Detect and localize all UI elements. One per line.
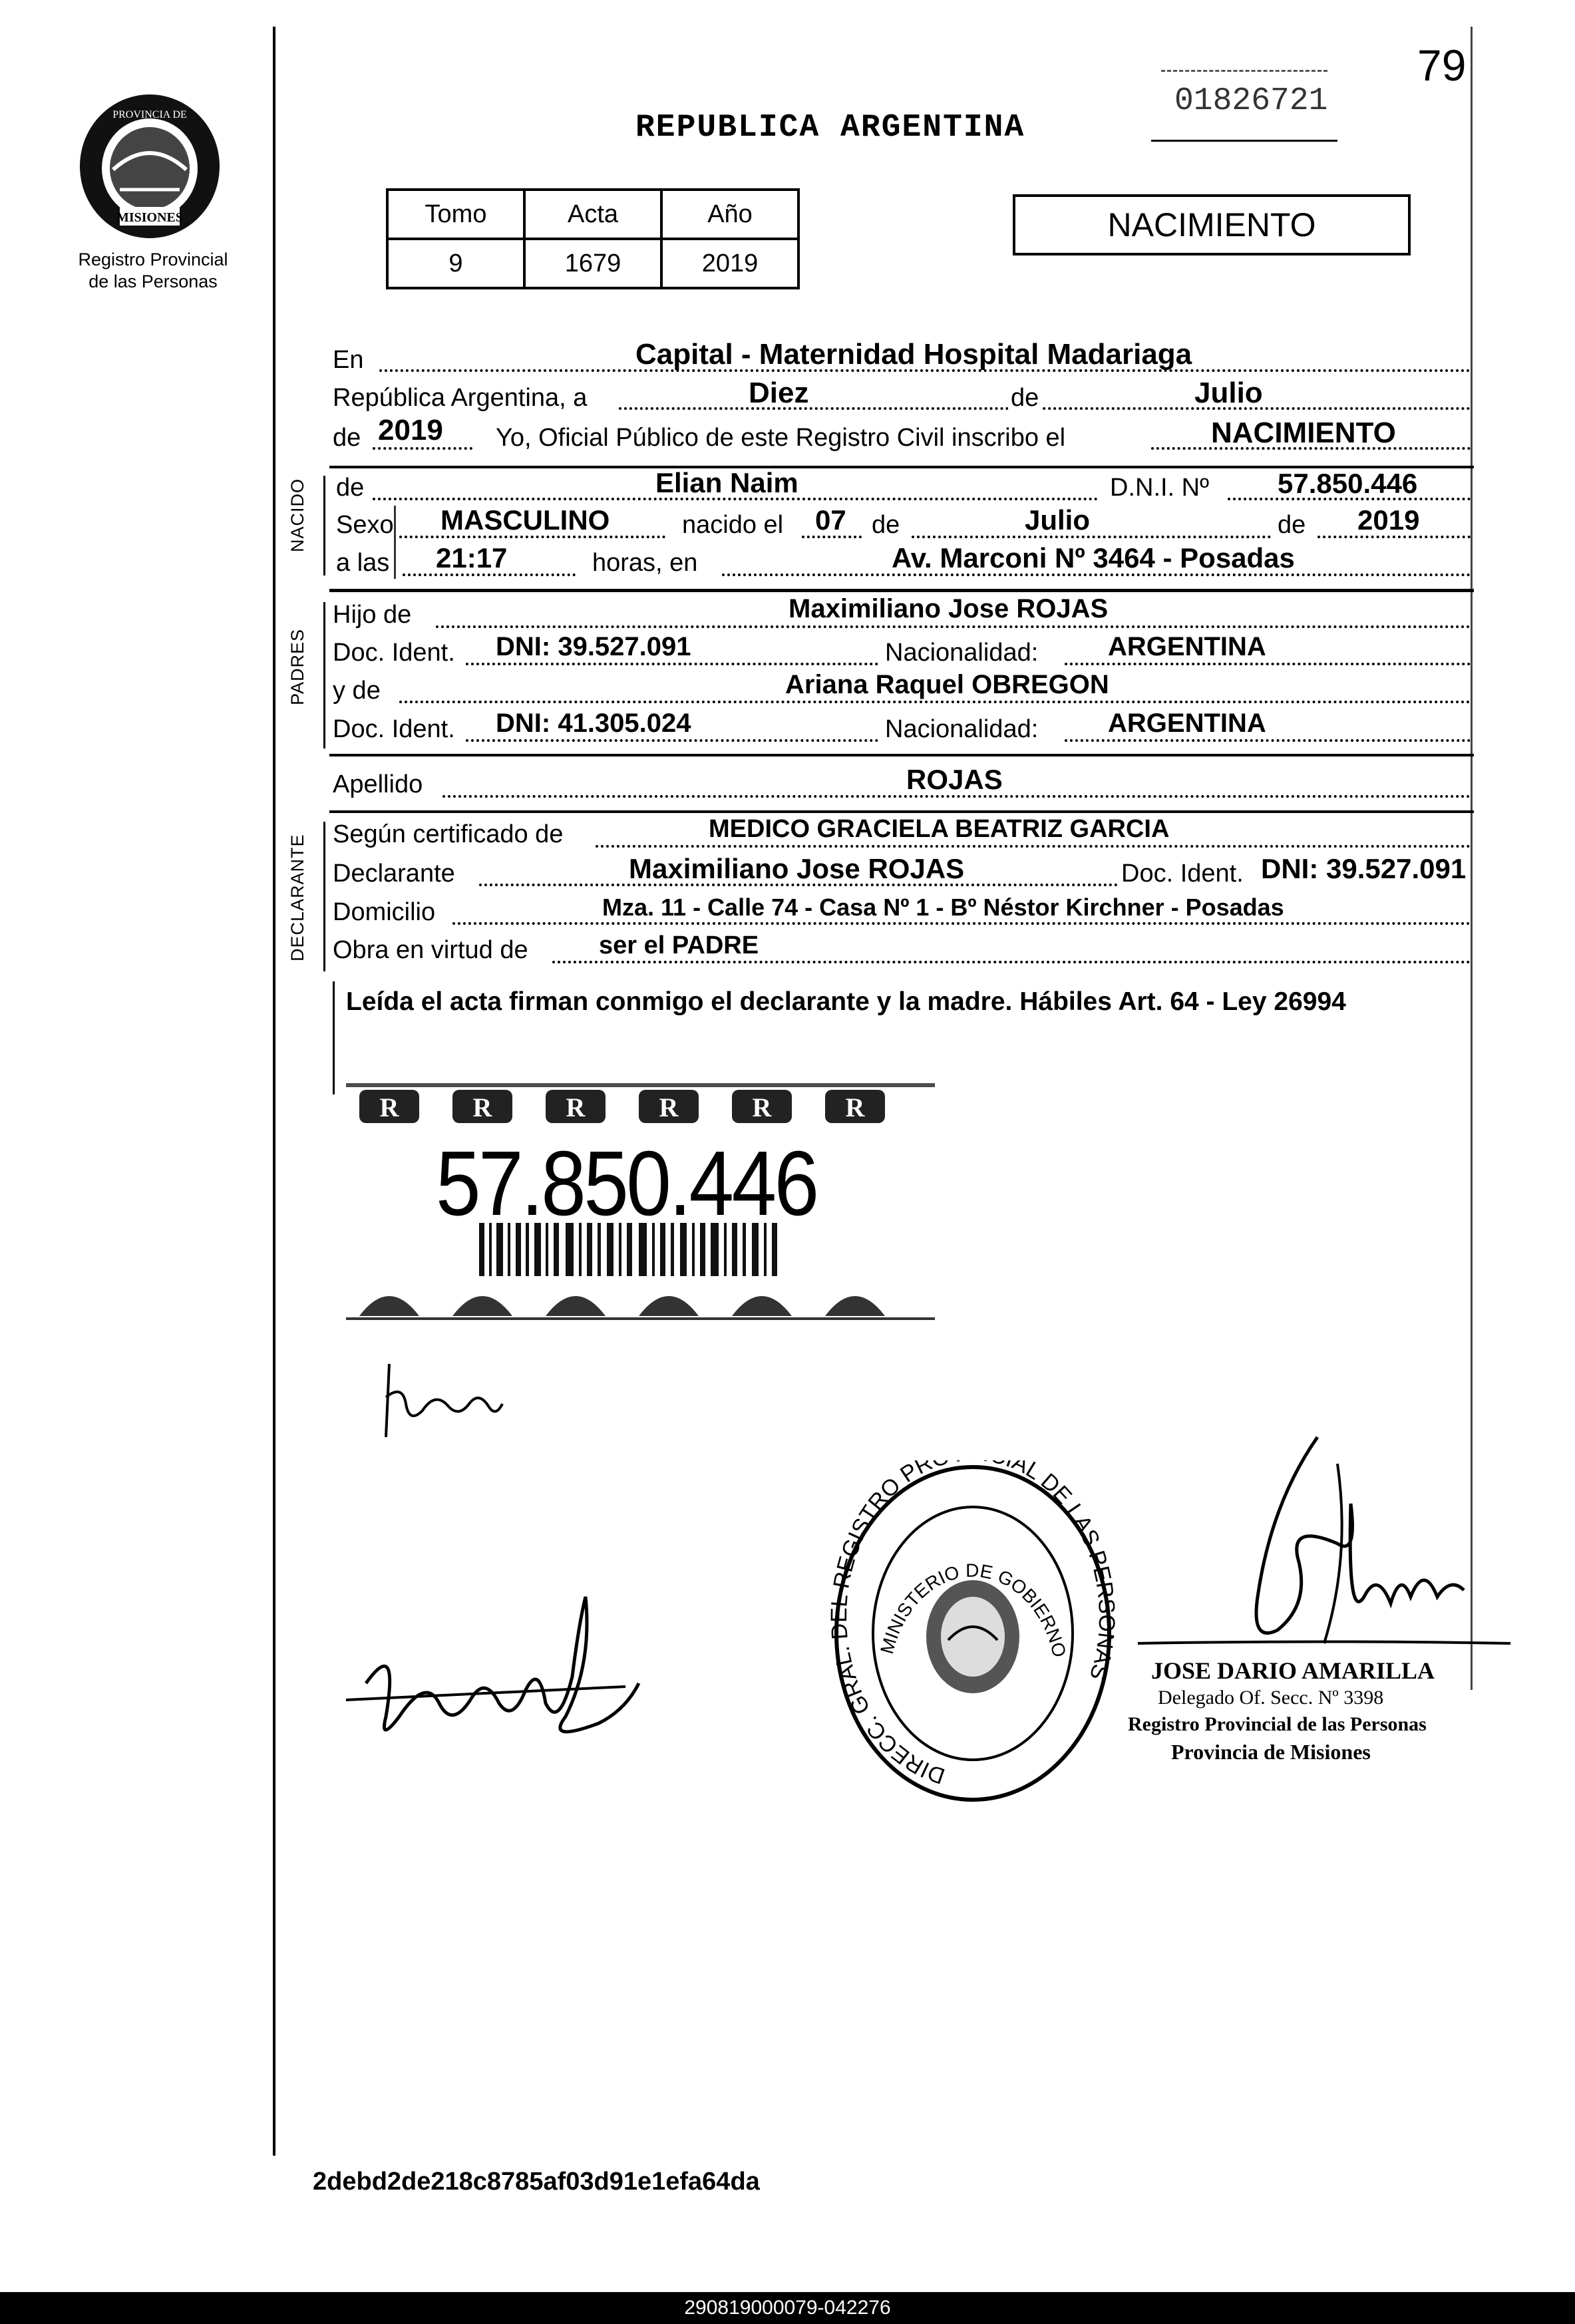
- nota-bracket: [333, 981, 335, 1094]
- section-declarante: DECLARANTE: [287, 834, 307, 961]
- svg-text:R: R: [566, 1092, 586, 1122]
- yde-label: y de: [333, 677, 381, 705]
- nacido-de-label-3: de: [1278, 511, 1306, 539]
- seal-inner-text: MINISTERIO DE GOBIERNO: [876, 1560, 1071, 1659]
- svg-text:R: R: [472, 1092, 492, 1122]
- cert-value: MEDICO GRACIELA BEATRIZ GARCIA: [709, 815, 1170, 843]
- decl-label: Declarante: [333, 860, 455, 888]
- svg-text:R: R: [845, 1092, 865, 1122]
- document-hash: 2debd2de218c8785af03d91e1efa64da: [313, 2168, 760, 2196]
- footer-code: 290819000079-042276: [684, 2297, 891, 2319]
- mes-dots: [912, 536, 1271, 538]
- table-value-acta: 1679: [524, 239, 661, 288]
- madre-doc-dots: [466, 739, 878, 742]
- logo-caption-line2: de las Personas: [88, 271, 218, 291]
- nacido-nombre: Elian Naim: [655, 467, 798, 498]
- horas-label: horas, en: [592, 549, 698, 577]
- alas-label: a las: [336, 549, 390, 577]
- divider-4: [329, 810, 1474, 813]
- official-seal: [828, 1460, 1118, 1806]
- svg-text:R: R: [659, 1092, 679, 1122]
- stamp-line1: Delegado Of. Secc. Nº 3398: [1158, 1687, 1384, 1709]
- madre-nacionalidad: ARGENTINA: [1108, 709, 1266, 738]
- padre-doc-dots: [466, 663, 878, 665]
- padres-bracket: [323, 602, 325, 748]
- serial-underline: [1151, 140, 1337, 142]
- dom-dots: [452, 922, 1471, 925]
- nacido-sexo: MASCULINO: [440, 504, 610, 536]
- madre-nac-label: Nacionalidad:: [885, 715, 1039, 743]
- sexo-label: Sexo: [336, 511, 394, 539]
- oficial-text: Yo, Oficial Público de este Registro Civil inscribo el: [496, 424, 1066, 452]
- obra-dots: [552, 961, 1471, 963]
- acta-mes: Julio: [1194, 377, 1263, 409]
- nacido-dni-label: D.N.I. Nº: [1110, 474, 1209, 502]
- table-value-tomo: 9: [387, 239, 524, 288]
- page-number: 79: [1417, 41, 1467, 90]
- madre-nac-dots: [1065, 739, 1471, 742]
- divider-3: [329, 754, 1474, 756]
- madre-doc-label: Doc. Ident.: [333, 715, 455, 743]
- section-nacido: NACIDO: [287, 478, 307, 552]
- nacido-el-label: nacido el: [682, 511, 784, 539]
- obra-label: Obra en virtud de: [333, 936, 528, 964]
- nacido-bracket: [323, 476, 325, 576]
- padre-nacionalidad: ARGENTINA: [1108, 632, 1266, 661]
- serial-dash-line: [1161, 70, 1327, 72]
- acta-anio: 2019: [378, 414, 443, 446]
- en-label: En: [333, 346, 364, 374]
- svg-text:R: R: [752, 1092, 772, 1122]
- sexo-tick: [394, 506, 396, 579]
- sticker-number: 57.850.446: [436, 1132, 817, 1235]
- svg-text:R: R: [379, 1092, 399, 1122]
- logo-caption-line1: Registro Provincial: [78, 249, 228, 269]
- signature-initials: [376, 1351, 516, 1450]
- en-value: Capital - Maternidad Hospital Madariaga: [635, 338, 1192, 371]
- apellido-value: ROJAS: [906, 764, 1003, 795]
- stamp-line2: Registro Provincial de las Personas: [1128, 1713, 1427, 1735]
- stamp-line3: Provincia de Misiones: [1171, 1740, 1371, 1764]
- nacido-de-label-2: de: [872, 511, 900, 539]
- section-padres: PADRES: [287, 628, 307, 705]
- obra-value: ser el PADRE: [599, 931, 759, 959]
- stamp-name: JOSE DARIO AMARILLA: [1151, 1657, 1435, 1684]
- padre-dots: [436, 625, 1471, 628]
- serial-number: 01826721: [1174, 83, 1328, 119]
- cert-dots: [596, 845, 1471, 848]
- acta-tipo: NACIMIENTO: [1211, 416, 1396, 449]
- seal-ring-text: DIRECC. GRAL. DEL REGISTRO PR AL DE LAS PERSONAS: [828, 1460, 1118, 1789]
- cert-label: Según certificado de: [333, 820, 564, 848]
- madre-doc: DNI: 41.305.024: [496, 709, 691, 738]
- left-margin-line: [273, 27, 275, 2156]
- nacido-dni: 57.850.446: [1278, 468, 1418, 499]
- nacido-dia: 07: [815, 504, 846, 536]
- acta-dia: Diez: [749, 377, 809, 409]
- nota-text: Leída el acta firman conmigo el declarante y la madre. Hábiles Art. 64 - Ley 26994: [346, 987, 1346, 1016]
- madre-dots: [399, 701, 1471, 703]
- divider-2: [329, 589, 1474, 592]
- nacido-lugar: Av. Marconi Nº 3464 - Posadas: [892, 542, 1295, 574]
- anio-dots: [373, 447, 472, 450]
- footer-bar: [0, 2292, 1575, 2324]
- acta-anio-prefix: de: [333, 424, 361, 452]
- logo-seal-bottom: MISIONES: [116, 210, 184, 225]
- acta-de-label: de: [1008, 384, 1041, 413]
- padre-nac-dots: [1065, 663, 1471, 665]
- domicilio-value: Mza. 11 - Calle 74 - Casa Nº 1 - Bº Néstor Kirchner - Posadas: [602, 894, 1284, 921]
- table-header-acta: Acta: [524, 190, 661, 239]
- apellido-label: Apellido: [333, 770, 423, 798]
- declarante-bracket: [323, 822, 325, 971]
- decl-nombre: Maximiliano Jose ROJAS: [629, 853, 965, 884]
- registro-logo: [73, 90, 226, 243]
- padre-nac-label: Nacionalidad:: [885, 639, 1039, 667]
- rep-dots: [619, 407, 1471, 410]
- nacido-anio: 2019: [1357, 504, 1420, 536]
- hijo-label: Hijo de: [333, 601, 412, 629]
- padre-nombre: Maximiliano Jose ROJAS: [788, 594, 1109, 623]
- country-title: REPUBLICA ARGENTINA: [635, 110, 1025, 146]
- decl-doc-label: Doc. Ident.: [1121, 860, 1244, 888]
- decl-doc: DNI: 39.527.091: [1261, 853, 1467, 884]
- table-value-anio: 2019: [661, 239, 798, 288]
- dom-label: Domicilio: [333, 898, 436, 926]
- table-header-tomo: Tomo: [387, 190, 524, 239]
- signature-declarante: [346, 1583, 652, 1756]
- logo-seal-top: PROVINCIA DE: [112, 109, 187, 120]
- nacido-mes: Julio: [1025, 504, 1091, 536]
- padre-doc-label: Doc. Ident.: [333, 639, 455, 667]
- madre-nombre: Ariana Raquel OBREGON: [785, 670, 1109, 699]
- rep-label: República Argentina, a: [333, 384, 588, 412]
- doc-type-box: NACIMIENTO: [1013, 194, 1411, 255]
- nacido-hora: 21:17: [436, 542, 508, 574]
- registry-table: [386, 188, 800, 289]
- padre-doc: DNI: 39.527.091: [496, 632, 691, 661]
- nacido-de-label: de: [336, 474, 365, 502]
- table-header-anio: Año: [661, 190, 798, 239]
